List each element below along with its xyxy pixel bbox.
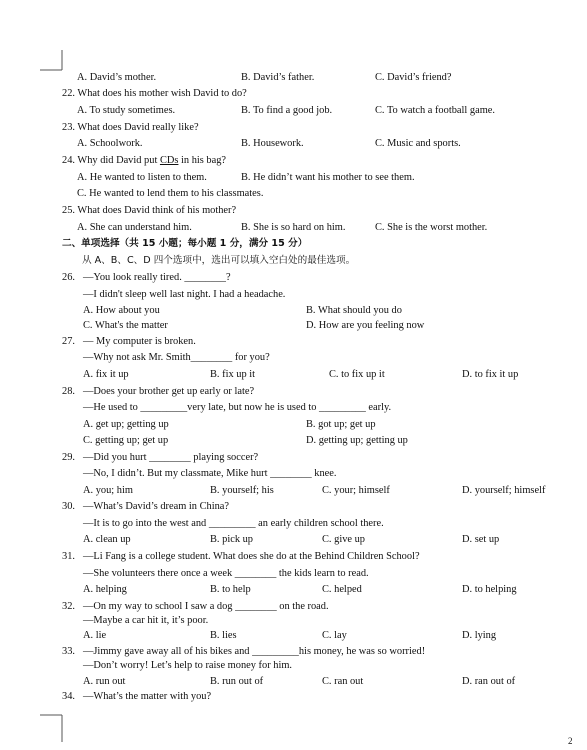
q32-number: 32.	[62, 601, 75, 612]
q28-option-b: B. got up; get up	[306, 419, 376, 430]
q29-option-c: C. your; himself	[322, 485, 390, 496]
q22-stem: 22. What does his mother wish David to do?	[62, 88, 247, 99]
q30-option-b: B. pick up	[210, 534, 254, 545]
q32-line-1: —On my way to school I saw a dog ________ on the road.	[83, 601, 329, 612]
q31-line-2: —She volunteers there once a week ________ the kids learn to read.	[83, 568, 369, 579]
q31-option-c: C. helped	[322, 584, 362, 595]
q27-option-d: D. to fix it up	[462, 369, 519, 380]
q29-option-a: A. you; him	[83, 485, 133, 496]
q24-stem: 24. Why did David put CDs in his bag?	[62, 155, 227, 166]
q30-number: 30.	[62, 501, 75, 512]
q26-option-c: C. What's the matter	[83, 320, 168, 331]
q26-option-a: A. How about you	[83, 305, 160, 316]
q30-option-c: C. give up	[322, 534, 366, 545]
q23-stem: 23. What does David really like?	[62, 122, 199, 133]
q32-line-2: —Maybe a car hit it, it’s poor.	[83, 615, 209, 626]
q32-option-b: B. lies	[210, 630, 237, 641]
q23-option-b: B. Housework.	[241, 138, 304, 149]
q24-option-b: B. He didn’t want his mother to see them.	[241, 172, 415, 183]
q25-stem: 25. What does David think of his mother?	[62, 205, 237, 216]
q26-line-2: —I didn't sleep well last night. I had a headache.	[83, 289, 286, 300]
q22-option-b: B. To find a good job.	[241, 105, 333, 116]
q24-underlined-word: CDs	[159, 155, 179, 166]
section-2-title: 二、单项选择（共 15 小题；每小题 1 分，满分 15 分）	[62, 238, 308, 249]
q23-option-a: A. Schoolwork.	[77, 138, 143, 149]
q33-option-b: B. run out of	[210, 676, 264, 687]
q26-number: 26.	[62, 272, 75, 283]
q25-option-a: A. She can understand him.	[77, 222, 192, 233]
q23-option-c: C. Music and sports.	[375, 138, 461, 149]
section-2-instruction: 从 A、B、C、D 四个选项中，选出可以填入空白处的最佳选项。	[82, 255, 356, 266]
q27-option-b: B. fix up it	[210, 369, 256, 380]
q33-option-a: A. run out	[83, 676, 126, 687]
q29-option-b: B. yourself; his	[210, 485, 274, 496]
q22-option-c: C. To watch a football game.	[375, 105, 495, 116]
q33-option-c: C. ran out	[322, 676, 364, 687]
q32-option-c: C. lay	[322, 630, 347, 641]
q28-option-c: C. getting up; get up	[83, 435, 169, 446]
q25-option-c: C. She is the worst mother.	[375, 222, 488, 233]
q28-line-2: —He used to _________very late, but now he is used to _________ early.	[83, 402, 392, 413]
q26-option-b: B. What should you do	[306, 305, 402, 316]
q31-number: 31.	[62, 551, 75, 562]
q30-line-2: —It is to go into the west and _________ an early children school there.	[83, 518, 384, 529]
q27-line-2: —Why not ask Mr. Smith________ for you?	[83, 352, 270, 363]
q30-option-a: A. clean up	[83, 534, 131, 545]
q22-option-a: A. To study sometimes.	[77, 105, 176, 116]
q27-option-c: C. to fix up it	[329, 369, 385, 380]
q29-line-2: —No, I didn’t. But my classmate, Mike hurt ________ knee.	[83, 468, 337, 479]
q27-line-1: — My computer is broken.	[83, 336, 196, 347]
q32-option-a: A. lie	[83, 630, 107, 641]
q33-line-2: —Don’t worry! Let’s help to raise money for him.	[83, 660, 293, 671]
q33-option-d: D. ran out of	[462, 676, 516, 687]
q21-option-c: C. David’s friend?	[375, 72, 452, 83]
q26-line-1: —You look really tired. ________?	[83, 272, 231, 283]
q27-number: 27.	[62, 336, 75, 347]
q24-option-c: C. He wanted to lend them to his classmates.	[77, 188, 264, 199]
q31-line-1: —Li Fang is a college student. What does she do at the Behind Children School?	[83, 551, 420, 562]
q30-line-1: —What’s David’s dream in China?	[83, 501, 230, 512]
q32-option-d: D. lying	[462, 630, 497, 641]
q29-option-d: D. yourself; himself	[462, 485, 546, 496]
q21-option-a: A. David’s mother.	[77, 72, 157, 83]
q29-number: 29.	[62, 452, 75, 463]
q27-option-a: A. fix it up	[83, 369, 129, 380]
page-number: 2	[568, 736, 573, 746]
q25-option-b: B. She is so hard on him.	[241, 222, 346, 233]
crop-mark-top-left	[40, 50, 64, 72]
q21-option-b: B. David’s father.	[241, 72, 315, 83]
q24-option-a: A. He wanted to listen to them.	[77, 172, 207, 183]
q28-option-d: D. getting up; getting up	[306, 435, 408, 446]
q28-option-a: A. get up; getting up	[83, 419, 169, 430]
q33-line-1: —Jimmy gave away all of his bikes and _________his money, he was so worried!	[83, 646, 426, 657]
q31-option-d: D. to helping	[462, 584, 517, 595]
q30-option-d: D. set up	[462, 534, 500, 545]
q34-line-1: —What’s the matter with you?	[83, 691, 212, 702]
q33-number: 33.	[62, 646, 75, 657]
q28-line-1: —Does your brother get up early or late?	[83, 386, 255, 397]
crop-mark-bottom-left	[40, 712, 64, 742]
q28-number: 28.	[62, 386, 75, 397]
q26-option-d: D. How are you feeling now	[306, 320, 425, 331]
q31-option-a: A. helping	[83, 584, 127, 595]
q31-option-b: B. to help	[210, 584, 251, 595]
q29-line-1: —Did you hurt ________ playing soccer?	[83, 452, 259, 463]
q34-number: 34.	[62, 691, 75, 702]
